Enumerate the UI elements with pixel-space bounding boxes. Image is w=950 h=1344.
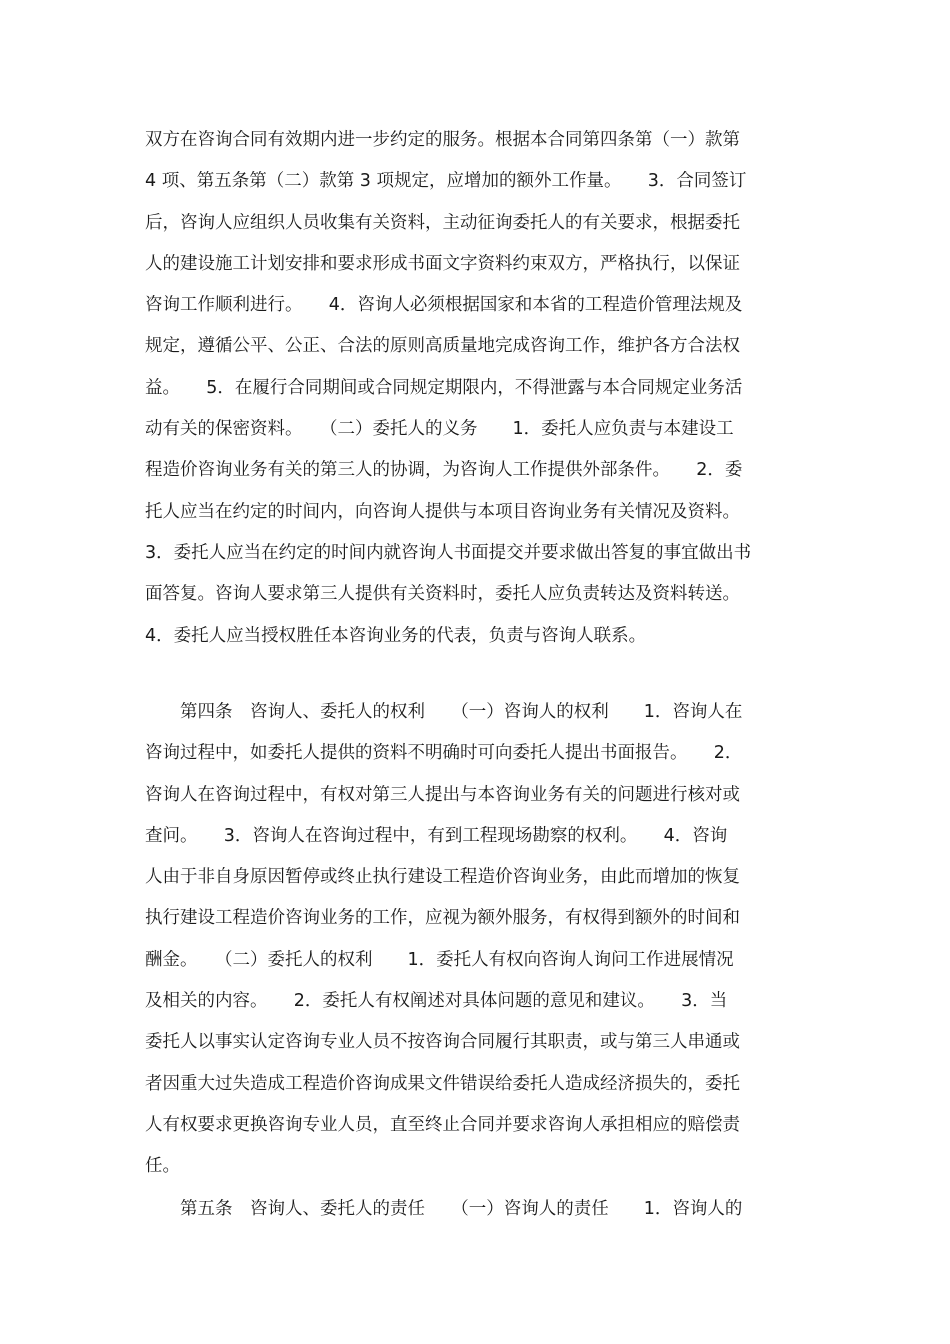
text-line: 咨询过程中，如委托人提供的资料不明确时可向委托人提出书面报告。 2． — [145, 743, 743, 764]
text-line: 者因重大过失造成工程造价咨询成果文件错误给委托人造成经济损失的，委托 — [145, 1073, 740, 1094]
text-line: 及相关的内容。 2．委托人有权阐述对具体问题的意见和建议。 3．当 — [145, 991, 728, 1012]
text-line: 动有关的保密资料。 （二）委托人的义务 1．委托人应负责与本建设工 — [145, 419, 734, 440]
text-line: 双方在咨询合同有效期内进一步约定的服务。根据本合同第四条第（一）款第 — [145, 130, 740, 150]
text-line: 程造价咨询业务有关的第三人的协调，为咨询人工作提供外部条件。 2．委 — [145, 460, 743, 481]
text-line: 益。 5．在履行合同期间或合同规定期限内，不得泄露与本合同规定业务活 — [145, 377, 743, 398]
text-line: 委托人以事实认定咨询专业人员不按咨询合同履行其职责，或与第三人串通或 — [145, 1032, 740, 1053]
text-line: 咨询工作顺利进行。 4．咨询人必须根据国家和本省的工程造价管理法规及 — [145, 295, 743, 316]
paragraph-obligations — [145, 120, 807, 657]
text-line: 查问。 3．咨询人在咨询过程中，有到工程现场勘察的权利。 4．咨询 — [145, 825, 728, 846]
text-line: 规定，遵循公平、公正、合法的原则高质量地完成咨询工作，维护各方合法权 — [145, 336, 740, 357]
text-line: 第四条 咨询人、委托人的权利 （一）咨询人的权利 1．咨询人在 — [145, 702, 743, 722]
text-line: 人有权要求更换咨询专业人员，直至终止合同并要求咨询人承担相应的赔偿责 — [145, 1114, 740, 1135]
text-line: 4 项、第五条第（二）款第 3 项规定，应增加的额外工作量。 3．合同签订 — [145, 171, 747, 192]
text-line: 咨询人在咨询过程中，有权对第三人提出与本咨询业务有关的问题进行核对或 — [145, 784, 740, 805]
text-line: 托人应当在约定的时间内，向咨询人提供与本项目咨询业务有关情况及资料。 — [145, 501, 740, 522]
text-line: 人的建设施工计划安排和要求形成书面文字资料约束双方，严格执行，以保证 — [145, 253, 740, 274]
text-line: 人由于非自身原因暂停或终止执行建设工程造价咨询业务，由此而增加的恢复 — [145, 867, 740, 888]
text-line: 4．委托人应当授权胜任本咨询业务的代表，负责与咨询人联系。 — [145, 625, 647, 646]
text-line: 3．委托人应当在约定的时间内就咨询人书面提交并要求做出答复的事宜做出书 — [145, 542, 752, 563]
text-line: 后，咨询人应组织人员收集有关资料，主动征询委托人的有关要求，根据委托 — [145, 212, 740, 233]
text-line: 酬金。 （二）委托人的权利 1．委托人有权向咨询人询问工作进展情况 — [145, 949, 734, 970]
text-line: 第五条 咨询人、委托人的责任 （一）咨询人的责任 1．咨询人的 — [145, 1199, 743, 1219]
text-line: 面答复。咨询人要求第三人提供有关资料时，委托人应负责转达及资料转送。 — [145, 584, 740, 605]
paragraph-article-5-responsibilities — [145, 1189, 807, 1230]
text-line: 任。 — [145, 1156, 180, 1177]
paragraph-article-4-rights — [145, 692, 807, 1188]
text-line: 执行建设工程造价咨询业务的工作，应视为额外服务，有权得到额外的时间和 — [145, 908, 740, 929]
